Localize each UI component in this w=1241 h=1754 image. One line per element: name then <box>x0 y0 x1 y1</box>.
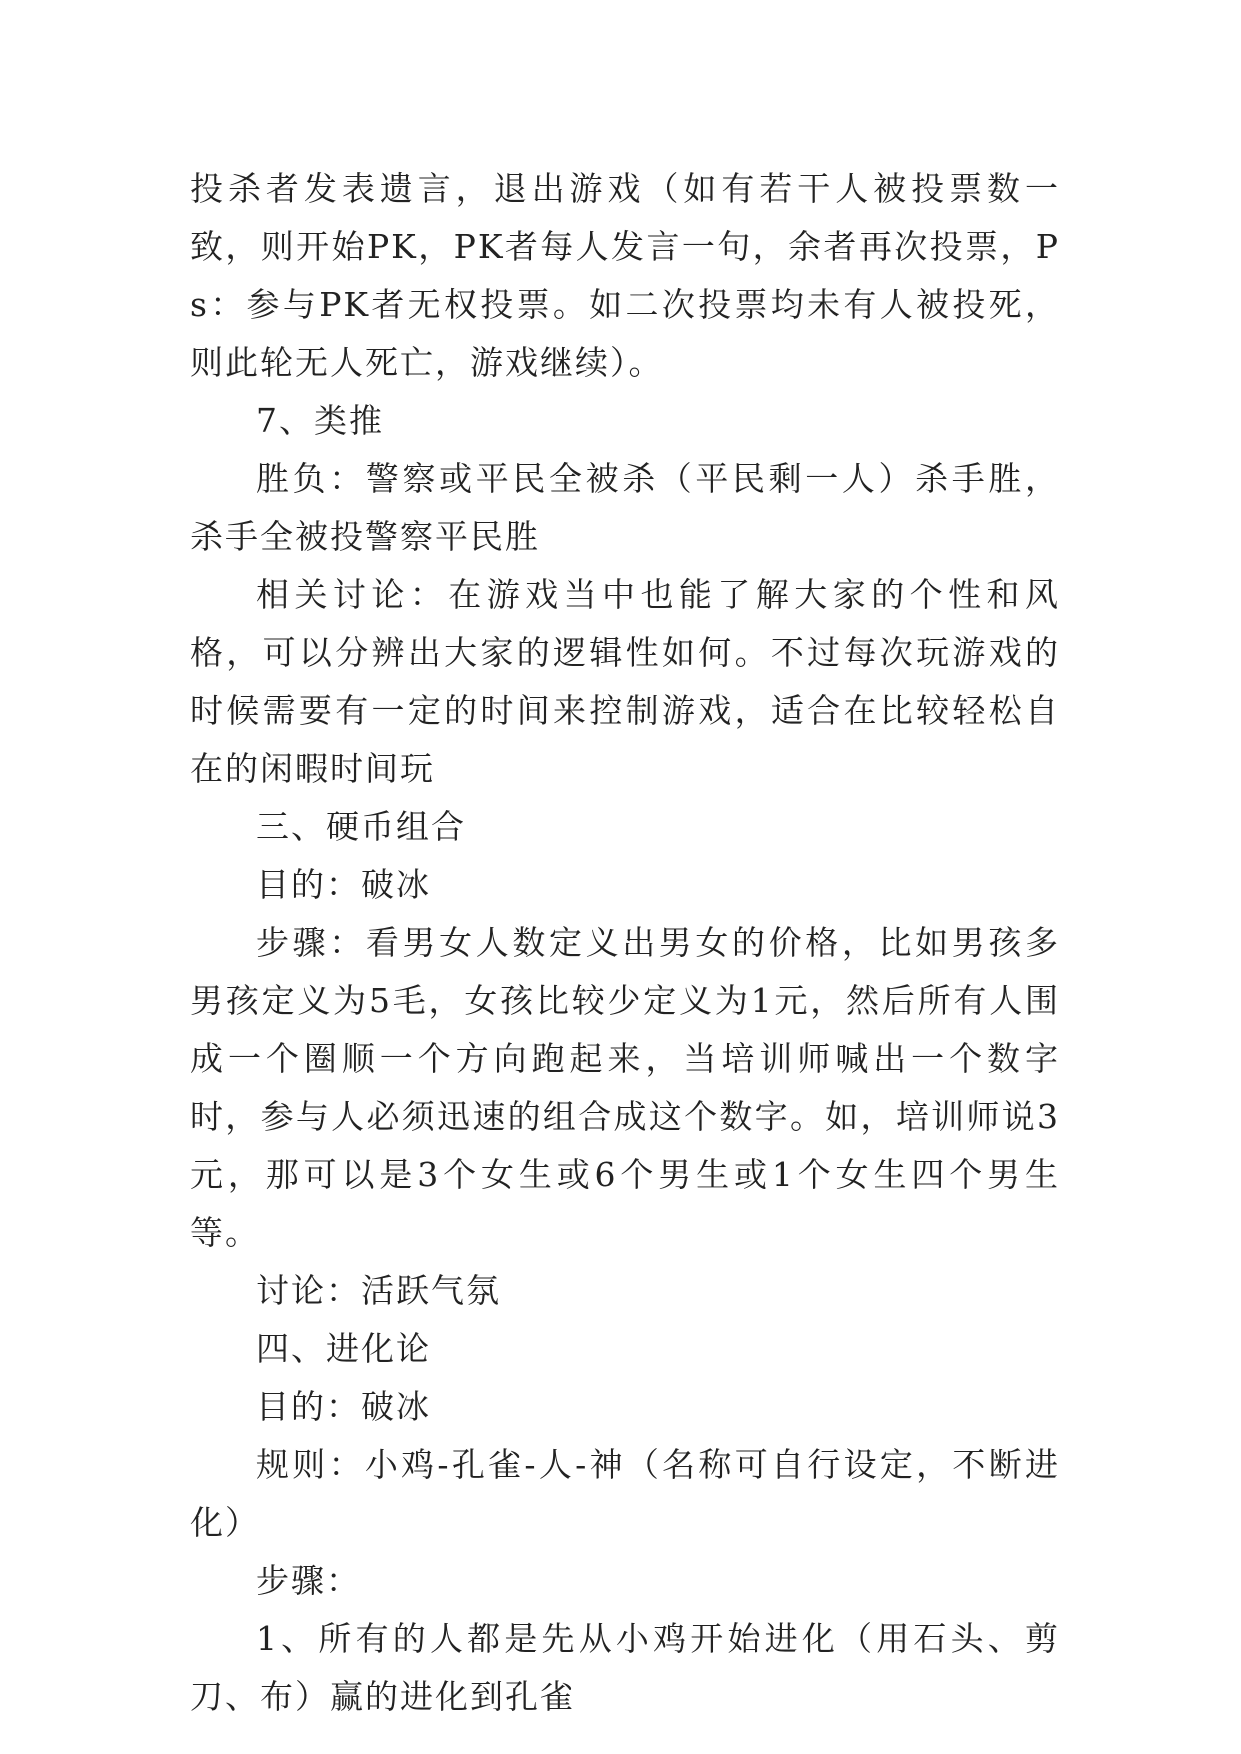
paragraph-coin-discussion: 讨论：活跃气氛 <box>256 1271 501 1310</box>
paragraph-purpose: 目的：破冰 <box>256 865 431 904</box>
paragraph-step-7: 7、类推 <box>256 401 384 440</box>
paragraph-coin-steps: 步骤：看男女人数定义出男女的价格，比如男孩多男孩定义为5毛，女孩比较少定义为1元，然后所有人围成一个圈顺一个方向跑起来，当培训师喊出一个数字时，参与人必须迅速的组合成这个数字。如，培训师说3元，那可以是3个女生或6个男生或1个女生四个男生等。 <box>190 923 1060 1252</box>
section-heading-coin-combination: 三、硬币组合 <box>256 807 466 846</box>
document-body <box>190 160 1060 1726</box>
paragraph-evolution-rules: 规则：小鸡-孔雀-人-神（名称可自行设定，不断进化） <box>190 1445 1060 1542</box>
paragraph-evolution-purpose: 目的：破冰 <box>256 1387 431 1426</box>
paragraph-win-conditions: 胜负：警察或平民全被杀（平民剩一人）杀手胜，杀手全被投警察平民胜 <box>190 459 1060 556</box>
paragraph-vote-out-rules: 投杀者发表遗言，退出游戏（如有若干人被投票数一致，则开始PK，PK者每人发言一句，余者再次投票，Ps：参与PK者无权投票。如二次投票均未有人被投死，则此轮无人死亡，游戏继续）。 <box>190 169 1060 382</box>
paragraph-evolution-steps-label: 步骤： <box>256 1561 361 1600</box>
paragraph-evolution-step-1: 1、所有的人都是先从小鸡开始进化（用石头、剪刀、布）赢的进化到孔雀 <box>190 1619 1060 1716</box>
section-heading-evolution: 四、进化论 <box>256 1329 431 1368</box>
paragraph-discussion: 相关讨论：在游戏当中也能了解大家的个性和风格，可以分辨出大家的逻辑性如何。不过每次玩游戏的时候需要有一定的时间来控制游戏，适合在比较轻松自在的闲暇时间玩 <box>190 575 1060 788</box>
